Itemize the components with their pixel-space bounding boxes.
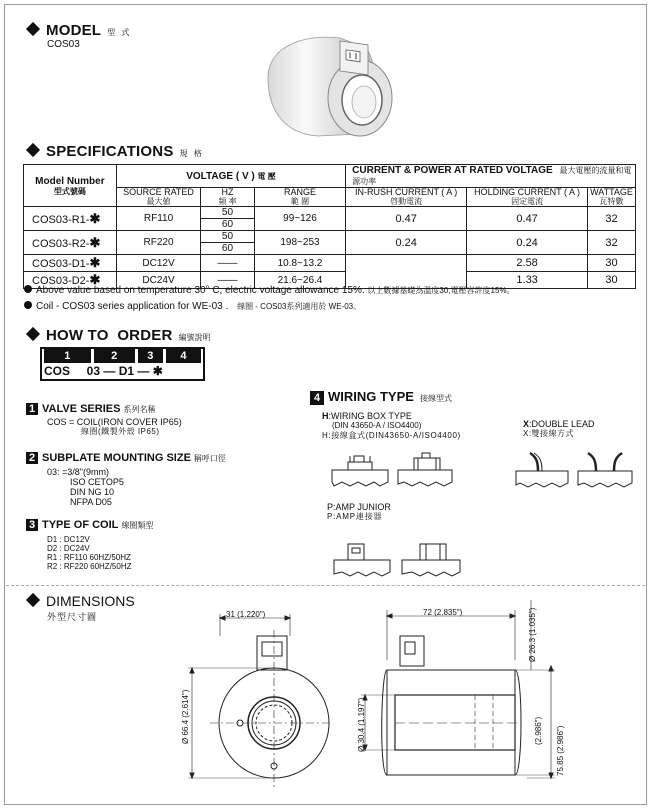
header-current-power bbox=[346, 165, 636, 188]
model-cell: COS03-R1- bbox=[32, 213, 90, 226]
spec-note-2-text: Coil - COS03 series application for WE-03 . bbox=[36, 301, 229, 312]
how-to-order-zh: 編號說明 bbox=[178, 333, 211, 342]
model-cell: COS03-D1- bbox=[32, 258, 90, 270]
asterisk-icon: ✱ bbox=[89, 255, 101, 270]
subplate-label: SUBPLATE MOUNTING SIZE bbox=[42, 452, 191, 464]
order-num-4: 4 bbox=[166, 349, 201, 363]
range-cell: 99~126 bbox=[254, 207, 345, 231]
front-view-drawing bbox=[170, 600, 330, 800]
header-wattage-label: WATTAGE bbox=[590, 187, 633, 197]
order-code-line: COS 03 — D1 — ✱ bbox=[44, 364, 163, 378]
inrush-cell-empty bbox=[346, 255, 467, 289]
header-range bbox=[254, 188, 345, 207]
wattage-cell: 30 bbox=[588, 272, 636, 289]
valve-series-label: VALVE SERIES bbox=[42, 403, 121, 415]
header-inrush-zh: 啓動電流 bbox=[390, 197, 423, 206]
wiring-type-label: WIRING TYPE bbox=[328, 389, 414, 404]
spec-note-1 bbox=[24, 285, 515, 296]
model-code: COS03 bbox=[47, 39, 80, 50]
wiring-x-title: :DOUBLE LEAD bbox=[529, 419, 595, 429]
dimensions-zh: 外型尺寸圖 bbox=[47, 612, 98, 622]
dimensions-divider bbox=[6, 585, 645, 586]
hz-cell: —— bbox=[201, 272, 255, 289]
model-title-zh: 型 式 bbox=[107, 28, 132, 37]
dimensions-title bbox=[28, 593, 135, 609]
subplate-line-2: ISO CETOP5 bbox=[70, 477, 124, 487]
asterisk-icon: ✱ bbox=[89, 272, 101, 287]
header-hz-zh: 頻 率 bbox=[218, 197, 237, 206]
double-lead-drawing bbox=[512, 445, 637, 493]
model-cell: COS03-R2- bbox=[32, 237, 90, 250]
dim-31: 31 (1.220") bbox=[226, 610, 266, 619]
table-row-model bbox=[24, 207, 117, 231]
wiring-p-zh: P:AMP連接器 bbox=[327, 512, 383, 521]
holding-cell: 0.24 bbox=[467, 231, 588, 255]
header-holding-label: HOLDING CURRENT ( A ) bbox=[474, 187, 581, 197]
order-code-box bbox=[40, 347, 205, 381]
diamond-bullet-icon bbox=[26, 593, 40, 607]
valve-series-title bbox=[26, 403, 155, 415]
hz-cell: 60 bbox=[201, 243, 255, 255]
header-inrush bbox=[346, 188, 467, 207]
header-current-power-label: CURRENT & POWER AT RATED VOLTAGE bbox=[352, 165, 553, 176]
header-holding bbox=[467, 188, 588, 207]
header-source-rated bbox=[116, 188, 200, 207]
specifications-title-zh: 規 格 bbox=[179, 149, 204, 158]
inrush-cell: 0.24 bbox=[346, 231, 467, 255]
header-wattage bbox=[588, 188, 636, 207]
wiring-p-title: P:AMP JUNIOR bbox=[327, 502, 391, 512]
header-voltage-zh: 電 壓 bbox=[257, 171, 276, 181]
spec-note-1-zh: 以上數據基礎為溫度30,電壓容許度15%。 bbox=[367, 286, 515, 295]
subplate-line-3: DIN NG 10 bbox=[70, 487, 115, 497]
subplate-zh: 稱呼口徑 bbox=[193, 454, 226, 463]
dim-72: 72 (2.835") bbox=[423, 608, 463, 617]
wiring-h-title: :WIRING BOX TYPE bbox=[328, 411, 412, 421]
wiring-x-zh: X:雙接線方式 bbox=[523, 429, 575, 438]
wiring-h-zh: H:接線盒式(DIN43650-A/ISO4400) bbox=[322, 431, 461, 440]
valve-series-badge: 1 bbox=[26, 403, 38, 415]
wiring-x-prefix: X bbox=[523, 419, 530, 429]
holding-cell: 1.33 bbox=[467, 272, 588, 289]
wiring-h-text bbox=[322, 411, 461, 441]
header-source-rated-zh: 最大値 bbox=[146, 197, 171, 206]
subplate-lines bbox=[47, 467, 124, 507]
source-cell: DC24V bbox=[116, 272, 200, 289]
amp-junior-drawing bbox=[332, 540, 462, 580]
header-range-label: RANGE bbox=[283, 187, 316, 197]
dimensions-label: DIMENSIONS bbox=[46, 593, 135, 609]
wiring-type-zh: 接線型式 bbox=[419, 394, 452, 403]
source-cell: RF220 bbox=[116, 231, 200, 255]
type-of-coil-zh: 線圈類型 bbox=[121, 521, 154, 530]
header-model-number-zh: 型式號碼 bbox=[53, 186, 86, 196]
header-voltage-label: VOLTAGE ( V ) bbox=[186, 170, 255, 182]
asterisk-icon: ✱ bbox=[89, 210, 101, 226]
wiring-type-badge: 4 bbox=[310, 391, 324, 405]
valve-series-lines bbox=[47, 417, 182, 437]
valve-series-line-1: COS = COIL(IRON COVER IP65) bbox=[47, 417, 182, 427]
specifications-table bbox=[23, 164, 636, 289]
order-num-3: 3 bbox=[138, 349, 163, 363]
range-cell: 10.8~13.2 bbox=[254, 255, 345, 272]
specifications-section-title bbox=[28, 143, 204, 160]
order-num-2: 2 bbox=[94, 349, 135, 363]
type-of-coil-lines bbox=[47, 535, 131, 571]
header-model-number bbox=[24, 165, 117, 207]
header-wattage-zh: 瓦特數 bbox=[599, 197, 624, 206]
header-current-power-zh: 最大電壓的流量和電源功率 bbox=[352, 166, 632, 186]
diamond-bullet-icon bbox=[26, 22, 40, 36]
side-view-drawing bbox=[355, 600, 575, 800]
how-to-order-label: HOW TO ORDER bbox=[46, 327, 173, 344]
diamond-bullet-icon bbox=[26, 143, 40, 157]
header-model-number-label: Model Number bbox=[35, 175, 105, 187]
model-cell: COS03-D2- bbox=[32, 275, 90, 287]
dim-66-4: Ø 66.4 (2.614") bbox=[181, 689, 190, 744]
coil-product-image bbox=[248, 16, 408, 141]
diamond-bullet-icon bbox=[26, 327, 40, 341]
model-title: MODEL bbox=[46, 22, 102, 39]
header-inrush-label: IN-RUSH CURRENT ( A ) bbox=[354, 187, 458, 197]
bullet-icon bbox=[24, 285, 32, 293]
inrush-cell: 0.47 bbox=[346, 207, 467, 231]
how-to-order-title bbox=[28, 327, 211, 344]
bullet-icon bbox=[24, 301, 32, 309]
hz-cell: 50 bbox=[201, 207, 255, 219]
wiring-h-prefix: H bbox=[322, 411, 329, 421]
spec-note-2-zh: 線圈 - COS03系列適用於 WE-03。 bbox=[237, 302, 362, 311]
dim-75-85: 75.85 (2.986") bbox=[556, 725, 565, 776]
model-section-title bbox=[28, 22, 131, 39]
subplate-line-4: NFPA D05 bbox=[70, 497, 112, 507]
type-of-coil-title bbox=[26, 519, 153, 531]
wiring-type-title bbox=[310, 389, 452, 405]
type-of-coil-line-3: R1 : RF110 60HZ/50HZ bbox=[47, 553, 131, 562]
range-cell: 198~253 bbox=[254, 231, 345, 255]
spec-note-2 bbox=[24, 301, 361, 312]
type-of-coil-line-4: R2 : RF220 60HZ/50HZ bbox=[47, 562, 132, 571]
valve-series-zh: 系列名稱 bbox=[123, 405, 156, 414]
wiring-box-type-drawing bbox=[330, 452, 455, 492]
wiring-x-text bbox=[523, 419, 595, 439]
order-num-1: 1 bbox=[44, 349, 91, 363]
subplate-badge: 2 bbox=[26, 452, 38, 464]
subplate-title bbox=[26, 452, 226, 464]
spec-note-1-text: Above value based on temperature 30° C, electric voltage allowance 15%. bbox=[36, 285, 365, 296]
dim-30-4: Ø 30.4 (1.197") bbox=[357, 697, 366, 752]
hz-cell: 50 bbox=[201, 231, 255, 243]
header-hz-label: HZ bbox=[221, 187, 234, 197]
type-of-coil-line-2: D2 : DC24V bbox=[47, 544, 90, 553]
type-of-coil-badge: 3 bbox=[26, 519, 38, 531]
wattage-cell: 32 bbox=[588, 207, 636, 231]
source-cell: DC12V bbox=[116, 255, 200, 272]
table-row-model bbox=[24, 255, 117, 272]
dim-2-986: (2.986") bbox=[534, 716, 543, 745]
type-of-coil-label: TYPE OF COIL bbox=[42, 519, 119, 531]
subplate-line-1: 03: =3/8"(9mm) bbox=[47, 467, 109, 477]
header-voltage bbox=[116, 165, 345, 188]
header-source-rated-label: SOURCE RATED bbox=[123, 187, 194, 197]
type-of-coil-line-1: D1 : DC12V bbox=[47, 535, 90, 544]
specifications-title: SPECIFICATIONS bbox=[46, 143, 174, 160]
wattage-cell: 32 bbox=[588, 231, 636, 255]
valve-series-line-2: 線圈(鐵製外殼 IP65) bbox=[81, 427, 160, 436]
hz-cell: 60 bbox=[201, 219, 255, 231]
asterisk-icon: ✱ bbox=[89, 234, 101, 250]
wiring-p-text bbox=[327, 502, 391, 522]
header-holding-zh: 固定電流 bbox=[511, 197, 544, 206]
hz-cell: —— bbox=[201, 255, 255, 272]
holding-cell: 2.58 bbox=[467, 255, 588, 272]
source-cell: RF110 bbox=[116, 207, 200, 231]
dim-26-3: Ø 26.3 (1.035") bbox=[528, 607, 537, 662]
header-hz bbox=[201, 188, 255, 207]
range-cell: 21.6~26.4 bbox=[254, 272, 345, 289]
holding-cell: 0.47 bbox=[467, 207, 588, 231]
header-range-zh: 範 圍 bbox=[290, 197, 310, 206]
table-row-model bbox=[24, 231, 117, 255]
order-number-row bbox=[42, 349, 203, 363]
wiring-h-din: (DIN 43650-A / ISO4400) bbox=[332, 421, 422, 430]
wattage-cell: 30 bbox=[588, 255, 636, 272]
